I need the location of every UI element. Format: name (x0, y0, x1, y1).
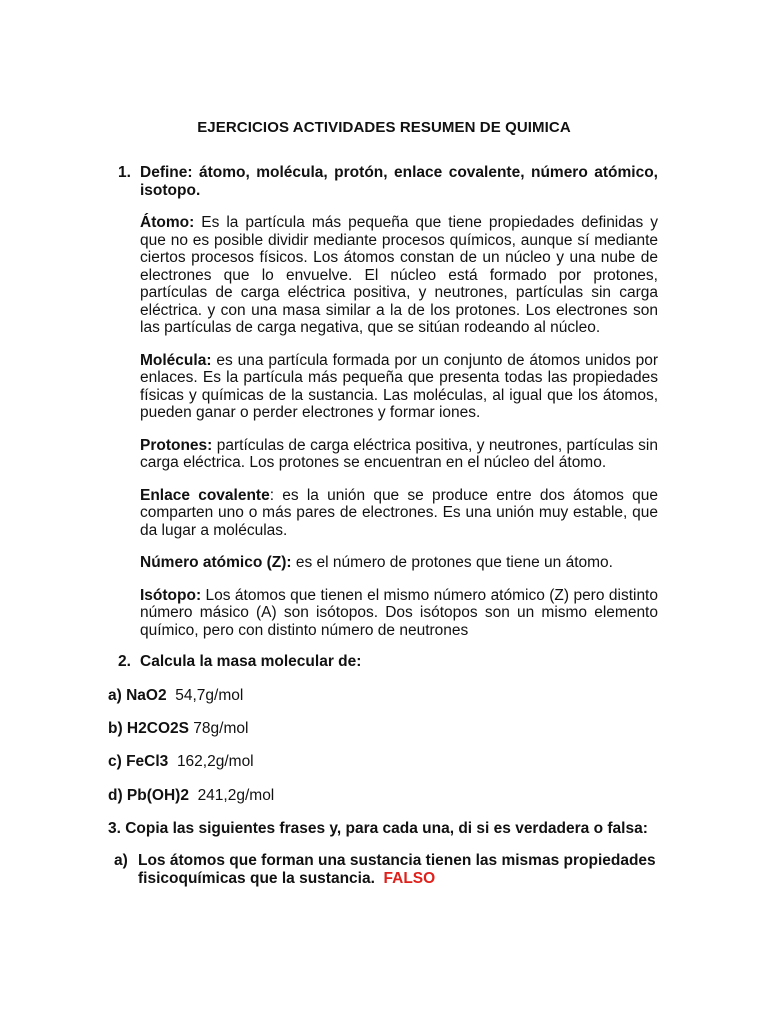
definition-term: Protones: (140, 436, 213, 454)
answer-label: d) Pb(OH)2 (108, 787, 189, 804)
definition-text: : es la unión que se produce entre dos átomos que comparten uno o más pares de electrones. Es una unión muy estable, que da lugar a moléculas. (140, 486, 658, 539)
definition-term: Átomo: (140, 214, 195, 231)
answer-label: a) NaO2 (108, 687, 167, 704)
answer-b (108, 720, 248, 738)
definitions-list (140, 214, 658, 654)
definition-molecula (140, 352, 658, 422)
question-3: 3. Copia las siguientes frases y, para cada una, di si es verdadera o falsa: (108, 820, 648, 837)
answer-a (108, 687, 243, 705)
question-2-text: Calcula la masa molecular de: (140, 653, 362, 670)
question-1 (118, 164, 658, 199)
definition-term: Enlace covalente (140, 486, 270, 504)
item-letter: a) (114, 852, 128, 869)
answer-c (108, 753, 254, 771)
definition-term: Número atómico (Z): (140, 554, 292, 571)
definition-text: partículas de carga eléctrica positiva, y neutrones, partículas sin carga eléctrica. Los protones se encuentran en el núcleo del átomo. (140, 436, 658, 471)
answer-label: b) H2CO2S (108, 720, 189, 737)
question-2 (118, 653, 361, 671)
question-1-text: Define: átomo, molécula, protón, enlace covalente, número atómico, isotopo. (140, 164, 658, 199)
definition-isotopo (140, 587, 658, 640)
answer-value: 162,2g/mol (176, 753, 254, 770)
definition-atomo (140, 214, 658, 337)
item-text-wrapper (138, 852, 674, 887)
question-3-item-a (114, 852, 674, 887)
definition-text: es el número de protones que tiene un átomo. (291, 554, 613, 571)
answer-value: 54,7g/mol (175, 687, 244, 704)
answer-label: c) FeCl3 (108, 753, 169, 770)
definition-text: Los átomos que tienen el mismo número atómico (Z) pero distinto número másico (A) son isótopos. Dos isótopos son un mismo elemento químico, pero con distinto número de neutrones (140, 586, 658, 639)
definition-protones (140, 437, 658, 472)
answer-value: 78g/mol (193, 720, 249, 737)
item-text: Los átomos que forman una sustancia tienen las mismas propiedades fisicoquímicas que la sustancia. (138, 852, 656, 887)
verdict-falso: FALSO (383, 869, 436, 887)
definition-numero-atomico (140, 554, 658, 572)
document-title: EJERCICIOS ACTIVIDADES RESUMEN DE QUIMICA (197, 119, 571, 136)
definition-text: es una partícula formada por un conjunto de átomos unidos por enlaces. Es la partícula más pequeña que presenta todas las propiedades físicas y químicas de la sustancia. Las moléculas, al igual que los átomos, pueden ganar o perder electrones y formar iones. (140, 351, 658, 421)
answer-value: 241,2g/mol (197, 787, 275, 804)
question-2-number: 2. (118, 653, 131, 670)
answer-d (108, 787, 274, 805)
definition-enlace-covalente (140, 487, 658, 540)
definition-term: Isótopo: (140, 586, 202, 604)
question-1-number: 1. (118, 164, 131, 181)
definition-term: Molécula: (140, 351, 212, 369)
definition-text: Es la partícula más pequeña que tiene propiedades definidas y que no es posible dividir mediante procesos químicos, aunque sí mediante ciertos procesos físicos. Los átomos constan de un núcleo y una nube de electrones que lo envuelve. El núcleo está formado por protones, partículas de carga eléctrica positiva, y neutrones, partículas sin carga eléctrica. y con una masa similar a la de los protones. Los electrones son las partículas de carga negativa, que se sitúan rodeando al núcleo. (140, 214, 658, 336)
